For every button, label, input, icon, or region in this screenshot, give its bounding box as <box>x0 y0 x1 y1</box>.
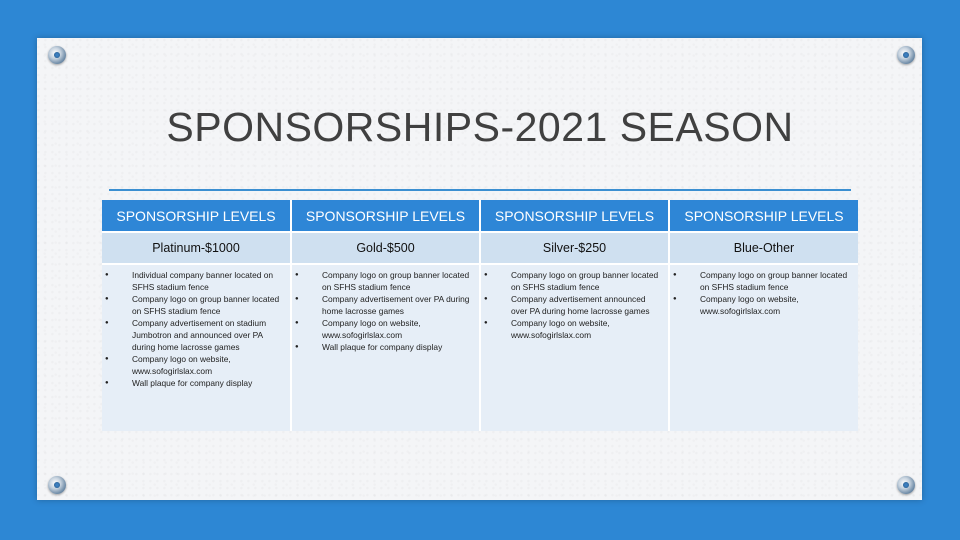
title-divider <box>109 189 851 191</box>
column-header: SPONSORSHIP LEVELS <box>480 200 669 232</box>
page-title: SPONSORSHIPS-2021 SEASON <box>166 104 794 150</box>
benefits-cell-platinum <box>102 264 291 431</box>
benefits-list <box>670 269 858 317</box>
header-row <box>102 200 858 232</box>
list-item: ● Company logo on website, www.sofogirlslax.com <box>292 317 479 341</box>
list-item: ● Company advertisement over PA during home lacrosse games <box>292 293 479 317</box>
pushpin-icon-top-right <box>897 46 915 64</box>
level-silver: Silver-$250 <box>480 232 669 264</box>
pushpin-icon-top-left <box>48 46 66 64</box>
benefits-row <box>102 264 858 431</box>
level-gold: Gold-$500 <box>291 232 480 264</box>
list-item: ● Company logo on group banner located on SFHS stadium fence <box>292 269 479 293</box>
level-row <box>102 232 858 264</box>
list-item: ● Wall plaque for company display <box>102 377 290 389</box>
list-item: ● Company logo on group banner located on SFHS stadium fence <box>670 269 858 293</box>
list-item: ● Company logo on website, www.sofogirlslax.com <box>481 317 668 341</box>
benefits-cell-blue <box>669 264 858 431</box>
level-blue: Blue-Other <box>669 232 858 264</box>
benefits-cell-gold <box>291 264 480 431</box>
list-item: ● Company logo on website, www.sofogirlslax.com <box>670 293 858 317</box>
column-header: SPONSORSHIP LEVELS <box>291 200 480 232</box>
pushpin-icon-bottom-left <box>48 476 66 494</box>
list-item: ● Wall plaque for company display <box>292 341 479 353</box>
list-item: ● Company advertisement on stadium Jumbotron and announced over PA during home lacrosse games <box>102 317 290 353</box>
list-item: ● Individual company banner located on SFHS stadium fence <box>102 269 290 293</box>
column-header: SPONSORSHIP LEVELS <box>102 200 291 232</box>
pushpin-icon-bottom-right <box>897 476 915 494</box>
level-platinum: Platinum-$1000 <box>102 232 291 264</box>
list-item: ● Company logo on website, www.sofogirlslax.com <box>102 353 290 377</box>
sponsorship-table <box>102 200 858 431</box>
benefits-list <box>481 269 668 341</box>
column-header: SPONSORSHIP LEVELS <box>669 200 858 232</box>
benefits-cell-silver <box>480 264 669 431</box>
benefits-list <box>292 269 479 353</box>
benefits-list <box>102 269 290 389</box>
list-item: ● Company logo on group banner located on SFHS stadium fence <box>481 269 668 293</box>
list-item: ● Company logo on group banner located on SFHS stadium fence <box>102 293 290 317</box>
list-item: ● Company advertisement announced over PA during home lacrosse games <box>481 293 668 317</box>
